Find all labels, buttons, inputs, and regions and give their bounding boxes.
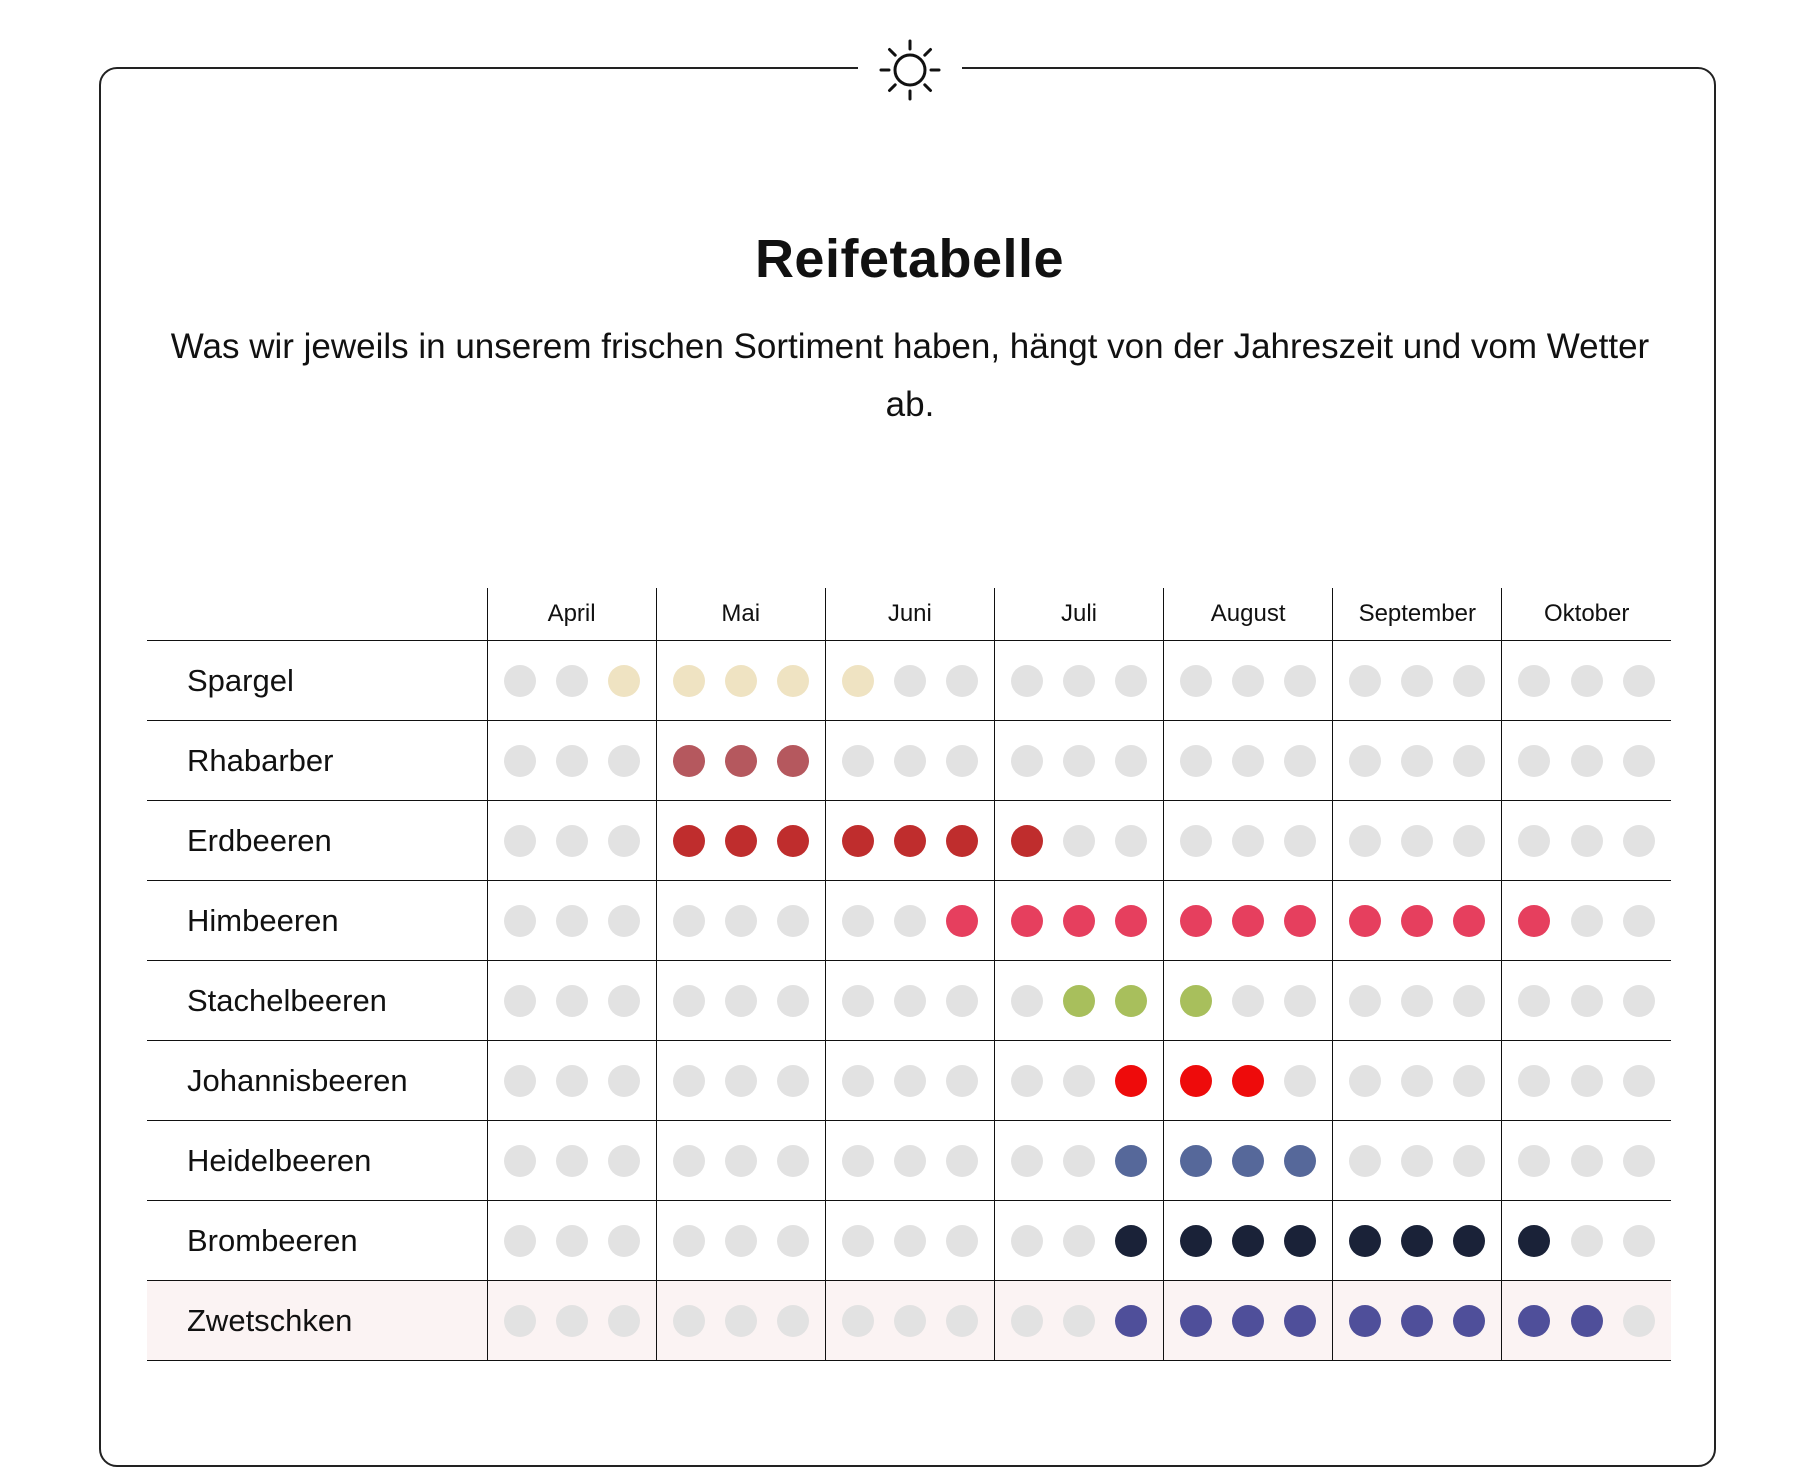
ripe-dot	[946, 825, 978, 857]
unripe-dot	[1518, 665, 1550, 697]
ripe-dot	[777, 745, 809, 777]
unripe-dot	[504, 1225, 536, 1257]
table-row	[147, 1041, 1671, 1121]
month-cell-juli	[994, 801, 1163, 881]
unripe-dot	[946, 1145, 978, 1177]
unripe-dot	[725, 905, 757, 937]
sun-icon-wrapper	[858, 40, 962, 100]
unripe-dot	[894, 745, 926, 777]
unripe-dot	[1284, 1065, 1316, 1097]
unripe-dot	[894, 985, 926, 1017]
unripe-dot	[1518, 1065, 1550, 1097]
ripe-dot	[608, 665, 640, 697]
ripe-dot	[1180, 1145, 1212, 1177]
row-label: Stachelbeeren	[147, 961, 487, 1041]
ripe-dot	[1180, 905, 1212, 937]
ripe-dot	[1115, 1225, 1147, 1257]
month-cell-juni	[825, 1281, 994, 1361]
row-label: Rhabarber	[147, 721, 487, 801]
ripe-dot	[673, 745, 705, 777]
unripe-dot	[842, 985, 874, 1017]
unripe-dot	[608, 905, 640, 937]
unripe-dot	[1115, 665, 1147, 697]
month-cell-april	[487, 1121, 656, 1201]
row-label: Heidelbeeren	[147, 1121, 487, 1201]
month-cell-oktober	[1502, 721, 1671, 801]
month-cell-juni	[825, 881, 994, 961]
row-label: Johannisbeeren	[147, 1041, 487, 1121]
unripe-dot	[556, 665, 588, 697]
unripe-dot	[504, 985, 536, 1017]
unripe-dot	[725, 1145, 757, 1177]
ripe-dot	[842, 825, 874, 857]
month-cell-august	[1164, 881, 1333, 961]
row-label: Brombeeren	[147, 1201, 487, 1281]
month-cell-april	[487, 1201, 656, 1281]
unripe-dot	[777, 1065, 809, 1097]
unripe-dot	[608, 985, 640, 1017]
month-cell-mai	[656, 1041, 825, 1121]
unripe-dot	[1401, 1065, 1433, 1097]
unripe-dot	[894, 1065, 926, 1097]
unripe-dot	[1453, 1065, 1485, 1097]
ripe-dot	[1063, 905, 1095, 937]
ripe-dot	[725, 745, 757, 777]
ripe-dot	[1115, 985, 1147, 1017]
ripe-dot	[1401, 1305, 1433, 1337]
unripe-dot	[842, 1305, 874, 1337]
month-cell-oktober	[1502, 961, 1671, 1041]
month-cell-august	[1164, 1201, 1333, 1281]
unripe-dot	[1180, 665, 1212, 697]
ripe-dot	[1011, 825, 1043, 857]
ripe-dot	[725, 665, 757, 697]
unripe-dot	[1063, 1145, 1095, 1177]
unripe-dot	[946, 665, 978, 697]
unripe-dot	[1571, 825, 1603, 857]
ripe-dot	[1284, 1145, 1316, 1177]
unripe-dot	[1571, 1225, 1603, 1257]
month-cell-august	[1164, 641, 1333, 721]
month-header-september: September	[1333, 588, 1502, 641]
ripe-dot	[1232, 1065, 1264, 1097]
ripe-dot	[1349, 905, 1381, 937]
month-cell-juni	[825, 961, 994, 1041]
ripe-dot	[1232, 1305, 1264, 1337]
ripe-dot	[1401, 905, 1433, 937]
month-cell-august	[1164, 801, 1333, 881]
unripe-dot	[504, 665, 536, 697]
unripe-dot	[504, 825, 536, 857]
ripe-dot	[1232, 905, 1264, 937]
unripe-dot	[1571, 905, 1603, 937]
unripe-dot	[556, 745, 588, 777]
unripe-dot	[1011, 665, 1043, 697]
ripe-dot	[1115, 1305, 1147, 1337]
month-cell-august	[1164, 721, 1333, 801]
unripe-dot	[556, 1065, 588, 1097]
unripe-dot	[1349, 825, 1381, 857]
unripe-dot	[1063, 1065, 1095, 1097]
month-cell-juni	[825, 1201, 994, 1281]
ripe-dot	[1284, 1305, 1316, 1337]
unripe-dot	[556, 1225, 588, 1257]
unripe-dot	[1063, 825, 1095, 857]
unripe-dot	[1623, 1305, 1655, 1337]
unripe-dot	[1349, 1065, 1381, 1097]
unripe-dot	[1284, 665, 1316, 697]
ripe-dot	[673, 825, 705, 857]
month-cell-mai	[656, 1201, 825, 1281]
unripe-dot	[608, 745, 640, 777]
unripe-dot	[777, 1145, 809, 1177]
month-cell-september	[1333, 721, 1502, 801]
row-label: Spargel	[147, 641, 487, 721]
unripe-dot	[1453, 665, 1485, 697]
ripe-dot	[1232, 1225, 1264, 1257]
ripe-dot	[1232, 1145, 1264, 1177]
table-row	[147, 1121, 1671, 1201]
unripe-dot	[946, 985, 978, 1017]
unripe-dot	[608, 1145, 640, 1177]
unripe-dot	[725, 1305, 757, 1337]
month-cell-april	[487, 1281, 656, 1361]
month-cell-juli	[994, 1281, 1163, 1361]
unripe-dot	[842, 1065, 874, 1097]
table-row	[147, 1281, 1671, 1361]
unripe-dot	[1284, 985, 1316, 1017]
month-cell-mai	[656, 881, 825, 961]
unripe-dot	[1571, 1065, 1603, 1097]
unripe-dot	[842, 745, 874, 777]
unripe-dot	[673, 905, 705, 937]
ripe-dot	[1284, 1225, 1316, 1257]
unripe-dot	[777, 985, 809, 1017]
ripe-dot	[1518, 1225, 1550, 1257]
unripe-dot	[1232, 985, 1264, 1017]
table-row	[147, 881, 1671, 961]
ripe-dot	[1180, 985, 1212, 1017]
ripe-dot	[1284, 905, 1316, 937]
month-header-oktober: Oktober	[1502, 588, 1671, 641]
month-cell-september	[1333, 1041, 1502, 1121]
row-label: Himbeeren	[147, 881, 487, 961]
unripe-dot	[1623, 985, 1655, 1017]
unripe-dot	[1623, 665, 1655, 697]
month-cell-oktober	[1502, 1201, 1671, 1281]
ripe-dot	[894, 825, 926, 857]
ripe-dot	[1349, 1225, 1381, 1257]
unripe-dot	[608, 1225, 640, 1257]
month-cell-juni	[825, 721, 994, 801]
unripe-dot	[894, 1145, 926, 1177]
sun-icon	[878, 38, 942, 102]
unripe-dot	[1401, 1145, 1433, 1177]
unripe-dot	[894, 905, 926, 937]
unripe-dot	[1453, 745, 1485, 777]
unripe-dot	[504, 905, 536, 937]
month-cell-mai	[656, 1121, 825, 1201]
unripe-dot	[556, 905, 588, 937]
month-header-april: April	[487, 588, 656, 641]
unripe-dot	[1571, 1145, 1603, 1177]
row-label: Zwetschken	[147, 1281, 487, 1361]
month-header-august: August	[1164, 588, 1333, 641]
unripe-dot	[1571, 665, 1603, 697]
ripe-dot	[1518, 905, 1550, 937]
ripe-dot	[1180, 1225, 1212, 1257]
ripe-dot	[1453, 905, 1485, 937]
table-row	[147, 721, 1671, 801]
unripe-dot	[894, 1305, 926, 1337]
unripe-dot	[1623, 1225, 1655, 1257]
month-cell-juni	[825, 801, 994, 881]
unripe-dot	[1453, 825, 1485, 857]
unripe-dot	[1623, 1145, 1655, 1177]
unripe-dot	[1011, 1225, 1043, 1257]
month-cell-mai	[656, 961, 825, 1041]
unripe-dot	[946, 745, 978, 777]
unripe-dot	[894, 665, 926, 697]
ripe-dot	[946, 905, 978, 937]
month-cell-august	[1164, 1041, 1333, 1121]
unripe-dot	[1571, 985, 1603, 1017]
ripe-dot	[1180, 1065, 1212, 1097]
month-cell-juli	[994, 1201, 1163, 1281]
month-cell-april	[487, 1041, 656, 1121]
unripe-dot	[725, 1065, 757, 1097]
unripe-dot	[946, 1305, 978, 1337]
month-cell-juni	[825, 641, 994, 721]
month-cell-juli	[994, 721, 1163, 801]
month-cell-oktober	[1502, 881, 1671, 961]
unripe-dot	[1518, 1145, 1550, 1177]
ripe-dot	[1011, 905, 1043, 937]
ripe-dot	[1401, 1225, 1433, 1257]
month-cell-juni	[825, 1121, 994, 1201]
ripe-dot	[1115, 905, 1147, 937]
unripe-dot	[1115, 825, 1147, 857]
unripe-dot	[504, 1305, 536, 1337]
month-header-mai: Mai	[656, 588, 825, 641]
month-cell-september	[1333, 641, 1502, 721]
ripe-dot	[1115, 1145, 1147, 1177]
ripe-dot	[842, 665, 874, 697]
ripe-dot	[1349, 1305, 1381, 1337]
unripe-dot	[1011, 745, 1043, 777]
unripe-dot	[673, 985, 705, 1017]
unripe-dot	[504, 745, 536, 777]
unripe-dot	[1349, 1145, 1381, 1177]
unripe-dot	[1063, 1305, 1095, 1337]
month-cell-mai	[656, 641, 825, 721]
unripe-dot	[1401, 665, 1433, 697]
unripe-dot	[673, 1225, 705, 1257]
ripe-dot	[777, 665, 809, 697]
month-cell-oktober	[1502, 641, 1671, 721]
unripe-dot	[842, 1225, 874, 1257]
month-cell-juli	[994, 881, 1163, 961]
row-label: Erdbeeren	[147, 801, 487, 881]
ripe-dot	[1115, 1065, 1147, 1097]
unripe-dot	[504, 1065, 536, 1097]
month-cell-august	[1164, 961, 1333, 1041]
unripe-dot	[1623, 1065, 1655, 1097]
unripe-dot	[1180, 745, 1212, 777]
unripe-dot	[1453, 985, 1485, 1017]
month-cell-oktober	[1502, 1121, 1671, 1201]
month-cell-mai	[656, 1281, 825, 1361]
unripe-dot	[1284, 825, 1316, 857]
month-cell-mai	[656, 801, 825, 881]
unripe-dot	[1518, 985, 1550, 1017]
unripe-dot	[1453, 1145, 1485, 1177]
month-cell-juli	[994, 1121, 1163, 1201]
unripe-dot	[556, 985, 588, 1017]
ripe-dot	[725, 825, 757, 857]
unripe-dot	[1518, 825, 1550, 857]
unripe-dot	[1623, 825, 1655, 857]
month-cell-oktober	[1502, 801, 1671, 881]
unripe-dot	[777, 905, 809, 937]
ripe-dot	[777, 825, 809, 857]
unripe-dot	[1063, 665, 1095, 697]
month-cell-april	[487, 801, 656, 881]
month-cell-april	[487, 881, 656, 961]
ripe-dot	[1518, 1305, 1550, 1337]
unripe-dot	[725, 1225, 757, 1257]
unripe-dot	[946, 1225, 978, 1257]
ripe-dot	[1180, 1305, 1212, 1337]
unripe-dot	[1011, 1065, 1043, 1097]
unripe-dot	[1232, 665, 1264, 697]
unripe-dot	[608, 825, 640, 857]
unripe-dot	[777, 1225, 809, 1257]
month-cell-september	[1333, 1281, 1502, 1361]
ripe-dot	[1453, 1225, 1485, 1257]
unripe-dot	[1115, 745, 1147, 777]
unripe-dot	[1232, 825, 1264, 857]
unripe-dot	[1232, 745, 1264, 777]
month-cell-juli	[994, 641, 1163, 721]
ripeness-table	[147, 588, 1671, 1361]
unripe-dot	[504, 1145, 536, 1177]
table-row	[147, 1201, 1671, 1281]
unripe-dot	[608, 1065, 640, 1097]
page-subtitle: Was wir jeweils in unserem frischen Sortiment haben, hängt von der Jahreszeit und vom Wetter ab.	[170, 327, 1650, 424]
month-cell-april	[487, 721, 656, 801]
unripe-dot	[673, 1145, 705, 1177]
month-cell-juli	[994, 961, 1163, 1041]
month-cell-mai	[656, 721, 825, 801]
month-cell-september	[1333, 1121, 1502, 1201]
unripe-dot	[1623, 905, 1655, 937]
table-row	[147, 961, 1671, 1041]
unripe-dot	[894, 1225, 926, 1257]
month-cell-september	[1333, 881, 1502, 961]
unripe-dot	[1401, 825, 1433, 857]
unripe-dot	[1349, 745, 1381, 777]
unripe-dot	[1401, 985, 1433, 1017]
month-cell-april	[487, 641, 656, 721]
month-cell-august	[1164, 1281, 1333, 1361]
unripe-dot	[777, 1305, 809, 1337]
month-cell-juli	[994, 1041, 1163, 1121]
month-cell-april	[487, 961, 656, 1041]
table-row	[147, 641, 1671, 721]
unripe-dot	[1063, 1225, 1095, 1257]
month-cell-september	[1333, 961, 1502, 1041]
unripe-dot	[556, 1145, 588, 1177]
unripe-dot	[1180, 825, 1212, 857]
month-cell-august	[1164, 1121, 1333, 1201]
month-cell-september	[1333, 801, 1502, 881]
ripe-dot	[1571, 1305, 1603, 1337]
ripe-dot	[1453, 1305, 1485, 1337]
unripe-dot	[842, 905, 874, 937]
month-cell-oktober	[1502, 1041, 1671, 1121]
month-cell-juni	[825, 1041, 994, 1121]
unripe-dot	[842, 1145, 874, 1177]
unripe-dot	[1349, 985, 1381, 1017]
unripe-dot	[1623, 745, 1655, 777]
table-corner	[147, 588, 487, 641]
unripe-dot	[673, 1305, 705, 1337]
unripe-dot	[1011, 1145, 1043, 1177]
unripe-dot	[1011, 985, 1043, 1017]
unripe-dot	[1284, 745, 1316, 777]
unripe-dot	[608, 1305, 640, 1337]
month-cell-september	[1333, 1201, 1502, 1281]
unripe-dot	[556, 1305, 588, 1337]
table-row	[147, 801, 1671, 881]
unripe-dot	[725, 985, 757, 1017]
unripe-dot	[1063, 745, 1095, 777]
unripe-dot	[1401, 745, 1433, 777]
month-cell-oktober	[1502, 1281, 1671, 1361]
month-header-juni: Juni	[825, 588, 994, 641]
unripe-dot	[673, 1065, 705, 1097]
table-body	[147, 641, 1671, 1361]
unripe-dot	[1518, 745, 1550, 777]
month-header-row	[147, 588, 1671, 641]
ripe-dot	[673, 665, 705, 697]
unripe-dot	[946, 1065, 978, 1097]
unripe-dot	[1571, 745, 1603, 777]
page-title: Reifetabelle	[754, 229, 1065, 289]
month-header-juli: Juli	[994, 588, 1163, 641]
unripe-dot	[1349, 665, 1381, 697]
ripe-dot	[1063, 985, 1095, 1017]
unripe-dot	[1011, 1305, 1043, 1337]
unripe-dot	[556, 825, 588, 857]
